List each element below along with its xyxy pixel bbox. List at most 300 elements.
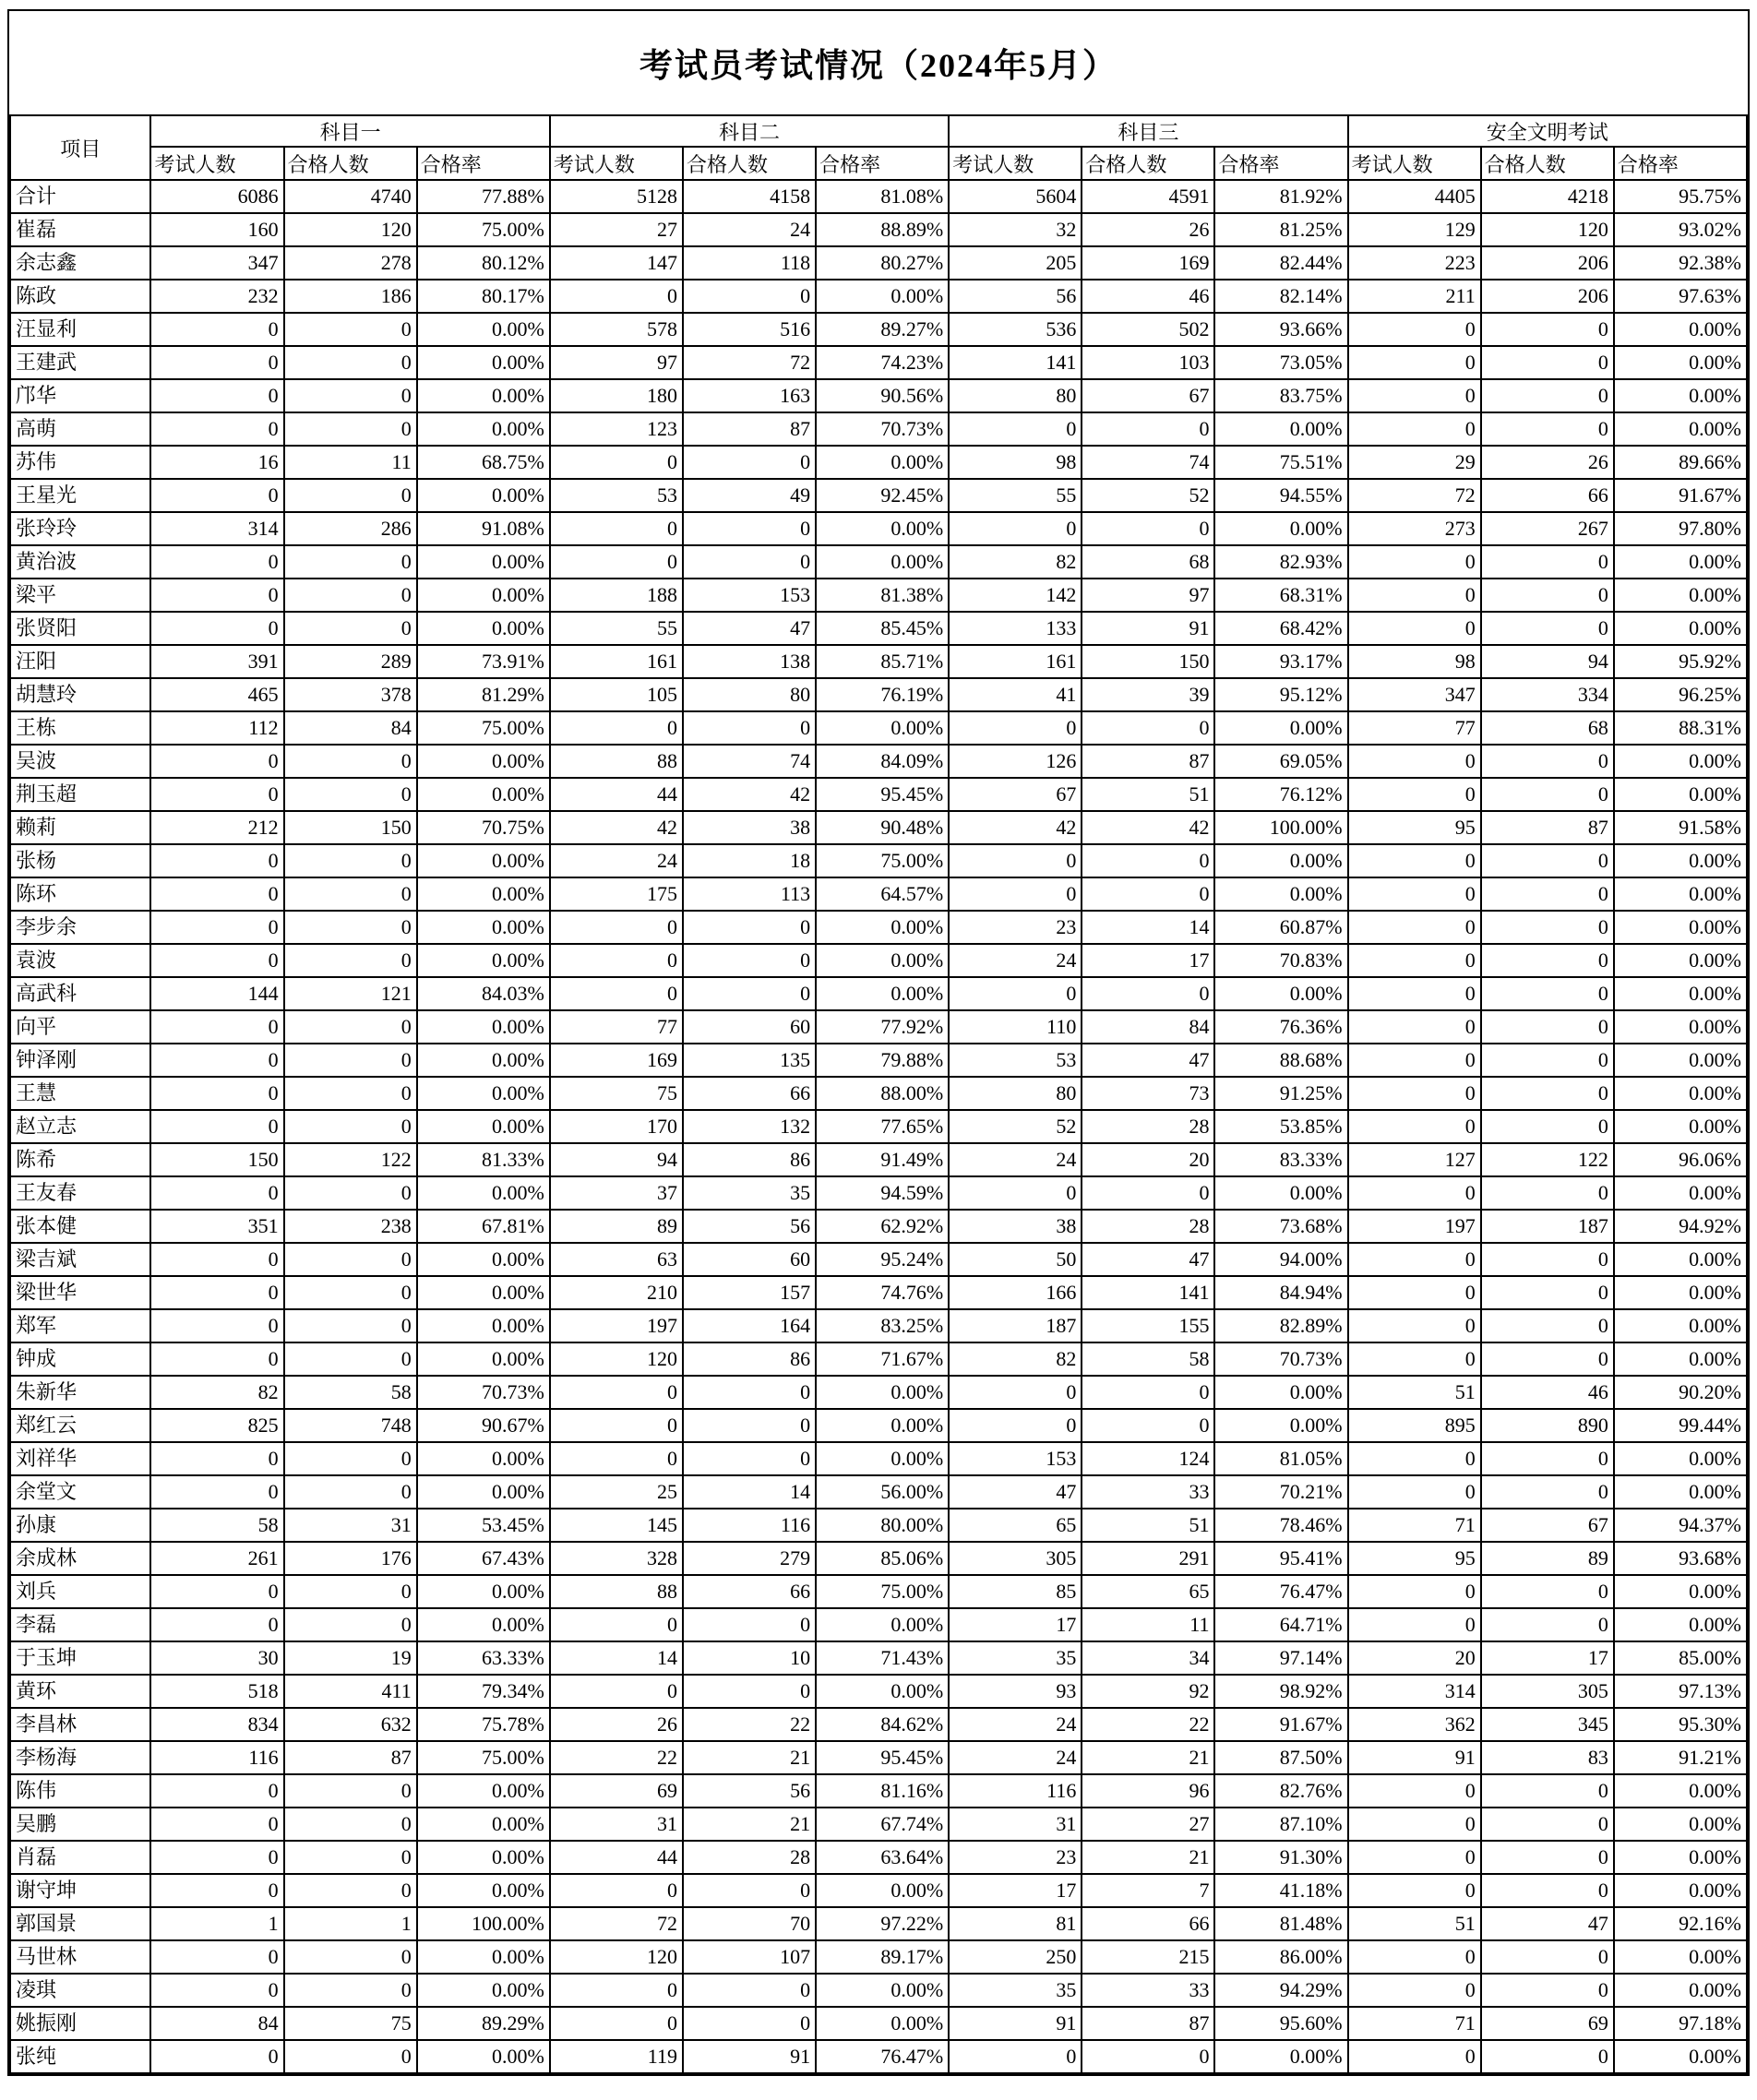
cell: 150 [150,1143,283,1176]
cell: 74 [683,745,816,778]
cell: 60.87% [1214,911,1347,944]
table-row [10,446,1747,479]
row-name: 谢守坤 [10,1874,150,1907]
cell: 0 [284,612,417,645]
cell: 0 [683,1409,816,1442]
cell: 81.33% [417,1143,550,1176]
cell: 0 [1348,745,1481,778]
cell: 16 [150,446,283,479]
cell: 362 [1348,1708,1481,1741]
cell: 0 [284,479,417,512]
cell: 278 [284,246,417,280]
cell: 0 [1082,1176,1214,1210]
cell: 0 [284,745,417,778]
cell: 0.00% [816,545,949,579]
cell: 28 [1082,1110,1214,1143]
cell: 0 [1348,944,1481,977]
cell: 84 [1082,1010,1214,1044]
group-header-subject2: 科目二 [550,115,949,147]
row-name: 梁平 [10,579,150,612]
cell: 21 [683,1741,816,1774]
cell: 0.00% [1214,512,1347,545]
cell: 4405 [1348,180,1481,213]
cell: 0 [1481,778,1614,811]
cell: 98 [1348,645,1481,678]
table-row [10,1841,1747,1874]
cell: 0 [284,1808,417,1841]
cell: 91 [1348,1741,1481,1774]
cell: 20 [1082,1143,1214,1176]
cell: 75.51% [1214,446,1347,479]
cell: 89 [550,1210,683,1243]
cell: 123 [550,412,683,446]
cell: 0.00% [1614,1608,1747,1641]
row-name: 凌琪 [10,1974,150,2007]
cell: 49 [683,479,816,512]
cell: 62.92% [816,1210,949,1243]
cell: 0 [284,1940,417,1974]
cell: 84 [284,711,417,745]
table-row [10,1808,1747,1841]
cell: 0.00% [417,1475,550,1509]
cell: 68 [1082,545,1214,579]
cell: 0 [1082,877,1214,911]
cell: 0 [683,446,816,479]
cell: 116 [949,1774,1082,1808]
cell: 0 [284,1044,417,1077]
table-row [10,1210,1747,1243]
cell: 0 [550,1874,683,1907]
cell: 0 [1481,1774,1614,1808]
cell: 87 [683,412,816,446]
cell: 0 [150,1974,283,2007]
cell: 0.00% [1614,877,1747,911]
cell: 0 [150,579,283,612]
cell: 0.00% [1614,579,1747,612]
cell: 0 [949,1376,1082,1409]
cell: 0 [1481,1342,1614,1376]
exam-stats-table [9,114,1748,2074]
cell: 73.68% [1214,1210,1347,1243]
cell: 0 [1481,911,1614,944]
cell: 0 [1481,1974,1614,2007]
cell: 81.38% [816,579,949,612]
cell: 98 [949,446,1082,479]
cell: 0 [284,1974,417,2007]
cell: 205 [949,246,1082,280]
cell: 77 [1348,711,1481,745]
cell: 75.00% [417,711,550,745]
cell: 0 [1348,579,1481,612]
cell: 95.41% [1214,1542,1347,1575]
cell: 66 [1082,1907,1214,1940]
cell: 82.14% [1214,280,1347,313]
cell: 273 [1348,512,1481,545]
table-row [10,379,1747,412]
cell: 160 [150,213,283,246]
cell: 71 [1348,2007,1481,2040]
cell: 31 [949,1808,1082,1841]
cell: 19 [284,1641,417,1675]
row-name: 于玉坤 [10,1641,150,1675]
cell: 85.06% [816,1542,949,1575]
cell: 0 [150,1608,283,1641]
cell: 0 [1348,1608,1481,1641]
cell: 28 [1082,1210,1214,1243]
cell: 96 [1082,1774,1214,1808]
cell: 0 [949,412,1082,446]
row-name: 黄环 [10,1675,150,1708]
cell: 75 [284,2007,417,2040]
table-row [10,1940,1747,1974]
cell: 55 [949,479,1082,512]
cell: 161 [949,645,1082,678]
cell: 94.92% [1614,1210,1747,1243]
table-row [10,977,1747,1010]
cell: 112 [150,711,283,745]
row-name: 余成林 [10,1542,150,1575]
cell: 91.08% [417,512,550,545]
row-name: 李昌林 [10,1708,150,1741]
cell: 88 [550,1575,683,1608]
cell: 63 [550,1243,683,1276]
cell: 41 [949,678,1082,711]
cell: 0.00% [1614,1110,1747,1143]
cell: 21 [1082,1741,1214,1774]
cell: 83.33% [1214,1143,1347,1176]
row-name: 张纯 [10,2040,150,2073]
cell: 0 [1481,1841,1614,1874]
cell: 0 [1481,1874,1614,1907]
row-name: 王栋 [10,711,150,745]
table-row [10,877,1747,911]
cell: 90.48% [816,811,949,844]
cell: 0 [284,412,417,446]
cell: 35 [949,1974,1082,2007]
cell: 44 [550,778,683,811]
cell: 122 [1481,1143,1614,1176]
cell: 0.00% [1214,844,1347,877]
cell: 23 [949,911,1082,944]
cell: 30 [150,1641,283,1675]
cell: 305 [949,1542,1082,1575]
cell: 55 [550,612,683,645]
cell: 0.00% [417,1808,550,1841]
cell: 84.03% [417,977,550,1010]
row-name: 崔磊 [10,213,150,246]
row-name: 李步余 [10,911,150,944]
cell: 65 [1082,1575,1214,1608]
cell: 86.00% [1214,1940,1347,1974]
cell: 0.00% [417,379,550,412]
cell: 100.00% [417,1907,550,1940]
row-name: 朱新华 [10,1376,150,1409]
cell: 0 [150,1475,283,1509]
row-name: 张本健 [10,1210,150,1243]
cell: 74.76% [816,1276,949,1309]
cell: 0.00% [417,1010,550,1044]
row-name: 张玲玲 [10,512,150,545]
cell: 84 [150,2007,283,2040]
cell: 56 [683,1210,816,1243]
cell: 7 [1082,1874,1214,1907]
cell: 88.31% [1614,711,1747,745]
row-name: 孙康 [10,1509,150,1542]
cell: 0 [949,844,1082,877]
cell: 94.37% [1614,1509,1747,1542]
cell: 0.00% [417,1774,550,1808]
table-row [10,1542,1747,1575]
cell: 0.00% [816,944,949,977]
cell: 0 [683,911,816,944]
cell: 97 [1082,579,1214,612]
column-header-passed-count: 合格人数 [1082,147,1214,180]
cell: 0.00% [417,612,550,645]
cell: 0.00% [1614,379,1747,412]
cell: 0 [284,2040,417,2073]
column-header-examined-count: 考试人数 [949,147,1082,180]
cell: 0.00% [417,1176,550,1210]
cell: 0 [683,944,816,977]
cell: 157 [683,1276,816,1309]
table-row [10,1575,1747,1608]
cell: 58 [284,1376,417,1409]
cell: 82 [150,1376,283,1409]
cell: 73.91% [417,645,550,678]
cell: 0 [284,1342,417,1376]
cell: 0 [550,2007,683,2040]
cell: 0 [550,1409,683,1442]
cell: 85.71% [816,645,949,678]
cell: 279 [683,1542,816,1575]
cell: 87.10% [1214,1808,1347,1841]
cell: 0.00% [417,1276,550,1309]
cell: 0.00% [417,2040,550,2073]
table-row [10,1342,1747,1376]
cell: 0.00% [816,280,949,313]
cell: 206 [1481,246,1614,280]
cell: 47 [1082,1044,1214,1077]
cell: 91.21% [1614,1741,1747,1774]
cell: 0 [683,1874,816,1907]
cell: 25 [550,1475,683,1509]
group-header-row [10,115,1747,147]
cell: 347 [150,246,283,280]
cell: 70.83% [1214,944,1347,977]
cell: 0.00% [816,1608,949,1641]
cell: 129 [1348,213,1481,246]
cell: 58 [150,1509,283,1542]
row-name: 肖磊 [10,1841,150,1874]
cell: 32 [949,213,1082,246]
cell: 74 [1082,446,1214,479]
table-row [10,1176,1747,1210]
row-name: 梁世华 [10,1276,150,1309]
cell: 76.47% [816,2040,949,2073]
cell: 0.00% [1614,977,1747,1010]
cell: 67.81% [417,1210,550,1243]
cell: 0 [1481,877,1614,911]
cell: 92.45% [816,479,949,512]
cell: 0 [150,1940,283,1974]
cell: 0 [550,280,683,313]
cell: 0.00% [417,911,550,944]
cell: 0 [284,778,417,811]
cell: 0 [284,1176,417,1210]
table-row [10,1874,1747,1907]
cell: 51 [1348,1376,1481,1409]
cell: 0.00% [417,778,550,811]
cell: 0.00% [417,745,550,778]
cell: 60 [683,1010,816,1044]
cell: 0 [150,1077,283,1110]
table-row [10,1442,1747,1475]
sheet-frame [7,9,1750,2076]
cell: 0 [150,1309,283,1342]
cell: 0 [284,944,417,977]
cell: 0 [1481,1077,1614,1110]
cell: 22 [550,1741,683,1774]
table-row [10,180,1747,213]
cell: 35 [683,1176,816,1210]
cell: 176 [284,1542,417,1575]
cell: 95 [1348,811,1481,844]
cell: 0 [1348,1974,1481,2007]
cell: 53.85% [1214,1110,1347,1143]
cell: 825 [150,1409,283,1442]
cell: 91 [949,2007,1082,2040]
cell: 14 [1082,911,1214,944]
cell: 0 [1481,1243,1614,1276]
cell: 0 [1348,877,1481,911]
cell: 24 [949,944,1082,977]
row-name: 钟成 [10,1342,150,1376]
cell: 56.00% [816,1475,949,1509]
cell: 0 [284,1077,417,1110]
cell: 38 [949,1210,1082,1243]
cell: 66 [683,1575,816,1608]
row-name: 刘兵 [10,1575,150,1608]
cell: 0 [1481,612,1614,645]
cell: 0 [1481,1010,1614,1044]
cell: 465 [150,678,283,711]
cell: 94 [1481,645,1614,678]
cell: 145 [550,1509,683,1542]
group-header-safety-exam: 安全文明考试 [1348,115,1747,147]
cell: 0.00% [417,346,550,379]
cell: 87 [1082,745,1214,778]
cell: 93.02% [1614,213,1747,246]
cell: 0 [1082,844,1214,877]
cell: 81.16% [816,1774,949,1808]
cell: 28 [683,1841,816,1874]
cell: 0 [284,1774,417,1808]
cell: 0 [1082,512,1214,545]
cell: 0 [150,1442,283,1475]
cell: 0 [1481,1309,1614,1342]
cell: 518 [150,1675,283,1708]
cell: 53 [550,479,683,512]
cell: 0.00% [417,1077,550,1110]
cell: 0 [284,1442,417,1475]
cell: 97.63% [1614,280,1747,313]
cell: 34 [1082,1641,1214,1675]
cell: 0 [1481,579,1614,612]
cell: 0.00% [417,1442,550,1475]
cell: 502 [1082,313,1214,346]
cell: 289 [284,645,417,678]
cell: 87 [1481,811,1614,844]
cell: 46 [1481,1376,1614,1409]
cell: 27 [550,213,683,246]
cell: 150 [284,811,417,844]
cell: 0 [150,612,283,645]
cell: 29 [1348,446,1481,479]
row-name: 王友春 [10,1176,150,1210]
cell: 84.09% [816,745,949,778]
cell: 0.00% [816,1675,949,1708]
cell: 76.19% [816,678,949,711]
cell: 94.59% [816,1176,949,1210]
group-header-subject1: 科目一 [150,115,549,147]
cell: 97.80% [1614,512,1747,545]
cell: 197 [1348,1210,1481,1243]
cell: 0.00% [1614,1044,1747,1077]
cell: 261 [150,1542,283,1575]
cell: 0.00% [1614,1010,1747,1044]
column-header-pass-rate: 合格率 [417,147,550,180]
cell: 42 [949,811,1082,844]
cell: 47 [683,612,816,645]
cell: 0.00% [1614,313,1747,346]
cell: 1 [150,1907,283,1940]
cell: 748 [284,1409,417,1442]
cell: 24 [949,1143,1082,1176]
cell: 75.00% [816,844,949,877]
cell: 0 [1481,379,1614,412]
sub-header-row [10,147,1747,180]
cell: 0 [284,379,417,412]
cell: 60 [683,1243,816,1276]
cell: 0 [949,512,1082,545]
cell: 0 [683,977,816,1010]
row-name: 邝华 [10,379,150,412]
cell: 186 [284,280,417,313]
cell: 85.45% [816,612,949,645]
cell: 0 [1348,1176,1481,1210]
cell: 70.73% [816,412,949,446]
cell: 0 [683,2007,816,2040]
cell: 91.58% [1614,811,1747,844]
cell: 81 [949,1907,1082,1940]
cell: 0 [1348,1243,1481,1276]
cell: 67 [949,778,1082,811]
row-name: 汪显利 [10,313,150,346]
cell: 0 [683,1608,816,1641]
row-name: 钟泽刚 [10,1044,150,1077]
cell: 0 [683,1675,816,1708]
cell: 73.05% [1214,346,1347,379]
table-row [10,1143,1747,1176]
cell: 70.21% [1214,1475,1347,1509]
cell: 17 [949,1874,1082,1907]
cell: 91.30% [1214,1841,1347,1874]
row-name: 荆玉超 [10,778,150,811]
row-name: 陈希 [10,1143,150,1176]
cell: 0.00% [816,1442,949,1475]
cell: 0.00% [816,1974,949,2007]
cell: 0.00% [417,313,550,346]
